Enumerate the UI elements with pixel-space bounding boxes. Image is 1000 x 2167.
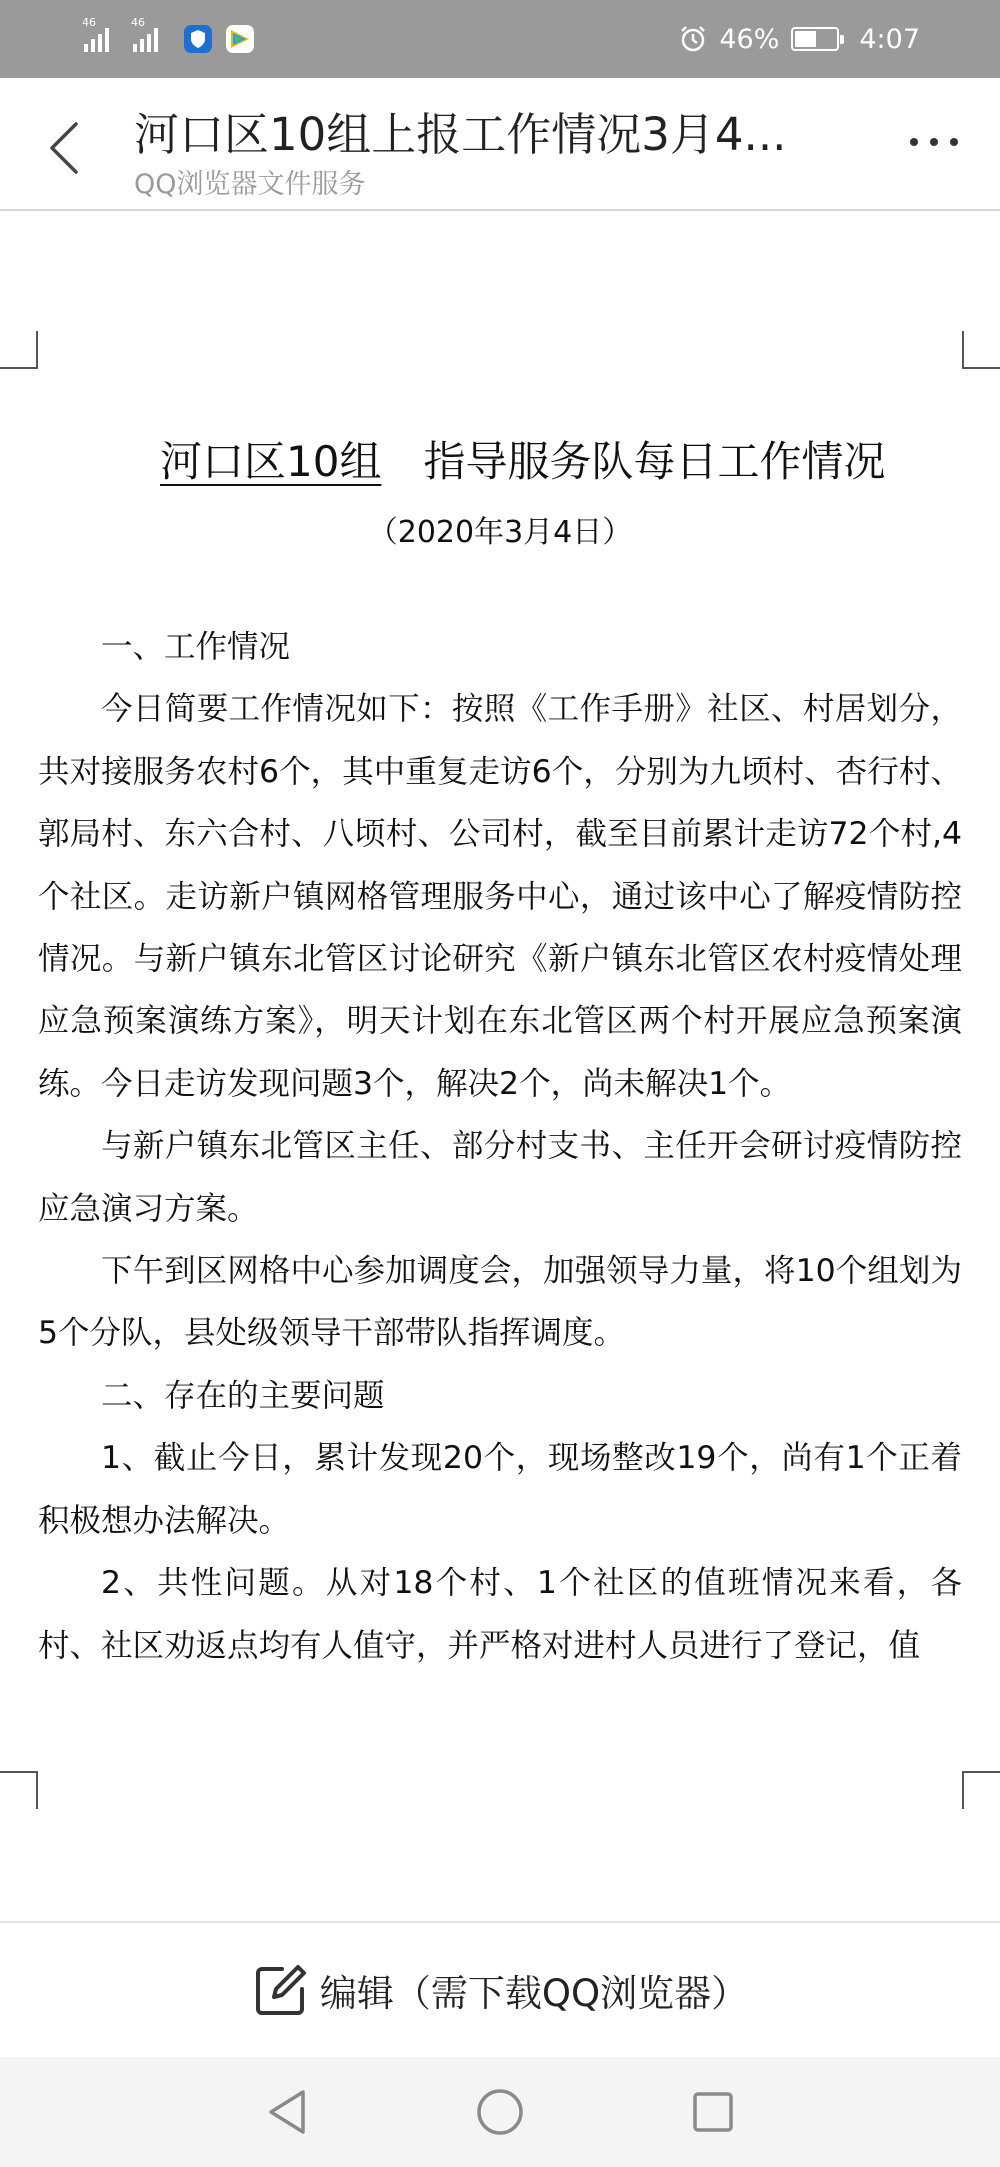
heading-group-name: 河口区10组 (160, 437, 382, 486)
page-corner-mark (962, 331, 1000, 369)
chevron-left-icon (44, 118, 84, 178)
status-bar (0, 0, 1000, 78)
document-body (38, 616, 962, 1677)
battery-icon (791, 27, 839, 51)
nav-back-button[interactable] (257, 2082, 317, 2142)
section-heading: 二、存在的主要问题 (101, 1377, 385, 1414)
paragraph: 2、共性问题。从对18个村、1个社区的值班情况来看，各村、社区劝返点均有人值守，并严格对进村人员进行了登记，值 (38, 1565, 962, 1664)
alarm-icon (679, 25, 707, 53)
more-options-button[interactable] (910, 138, 958, 146)
paragraph: 与新户镇东北管区主任、部分村支书、主任开会研讨疫情防控应急演习方案。 (38, 1128, 962, 1227)
page-corner-mark (0, 331, 38, 369)
triangle-back-icon (265, 2088, 309, 2136)
edit-button[interactable] (0, 1921, 1000, 2057)
system-nav-bar (0, 2057, 1000, 2167)
section-heading: 一、工作情况 (101, 629, 291, 665)
circle-home-icon (475, 2087, 525, 2137)
shield-app-icon (184, 25, 212, 53)
nav-recents-button[interactable] (683, 2082, 743, 2142)
document-title: 河口区10组上报工作情况3月4... (134, 108, 787, 161)
document-viewer[interactable] (0, 211, 1000, 1921)
more-dot (930, 138, 938, 146)
heading-text: 指导服务队每日工作情况 (423, 437, 886, 486)
signal-icon (82, 16, 109, 52)
clock: 4:07 (859, 23, 920, 55)
page-corner-mark (0, 1771, 38, 1809)
document-date: （2020年3月4日） (367, 515, 633, 550)
paragraph: 下午到区网格中心参加调度会，加强领导力量，将10个组划为5个分队，县处级领导干部带队指挥调度。 (38, 1253, 962, 1352)
more-dot (910, 138, 918, 146)
document-source: QQ浏览器文件服务 (134, 169, 366, 200)
edit-icon (252, 1961, 310, 2019)
nav-home-button[interactable] (470, 2082, 530, 2142)
paragraph: 1、截止今日，累计发现20个，现场整改19个，尚有1个正着积极想办法解决。 (38, 1440, 962, 1539)
square-recents-icon (691, 2090, 735, 2134)
network-type-label: 46 (82, 16, 96, 29)
status-left (82, 16, 254, 53)
back-button[interactable] (44, 118, 84, 178)
page-corner-mark (962, 1771, 1000, 1809)
battery-percent: 46% (719, 23, 780, 55)
paragraph: 今日简要工作情况如下：按照《工作手册》社区、村居划分，共对接服务农村6个，其中重复走访6个，分别为九顷村、杏行村、郭局村、东六合村、八顷村、公司村，截至目前累计走访72个村,4个社区。走访新户镇网格管理服务中心，通过该中心了解疫情防控情况。与新户镇东北管区讨论研究《新户镇东北管区农村疫情处理应急预案演练方案》，明天计划在东北管区两个村开展应急预案演练。今日走访发现问题3个，解决2个，尚未解决1个。 (38, 691, 962, 1102)
video-app-icon (226, 25, 254, 53)
document-heading (74, 429, 954, 489)
edit-label: 编辑（需下载QQ浏览器） (319, 1972, 749, 2015)
signal-icon (131, 16, 158, 52)
more-dot (950, 138, 958, 146)
status-right (679, 24, 920, 55)
app-header (0, 78, 1000, 211)
network-type-label: 46 (131, 16, 145, 29)
